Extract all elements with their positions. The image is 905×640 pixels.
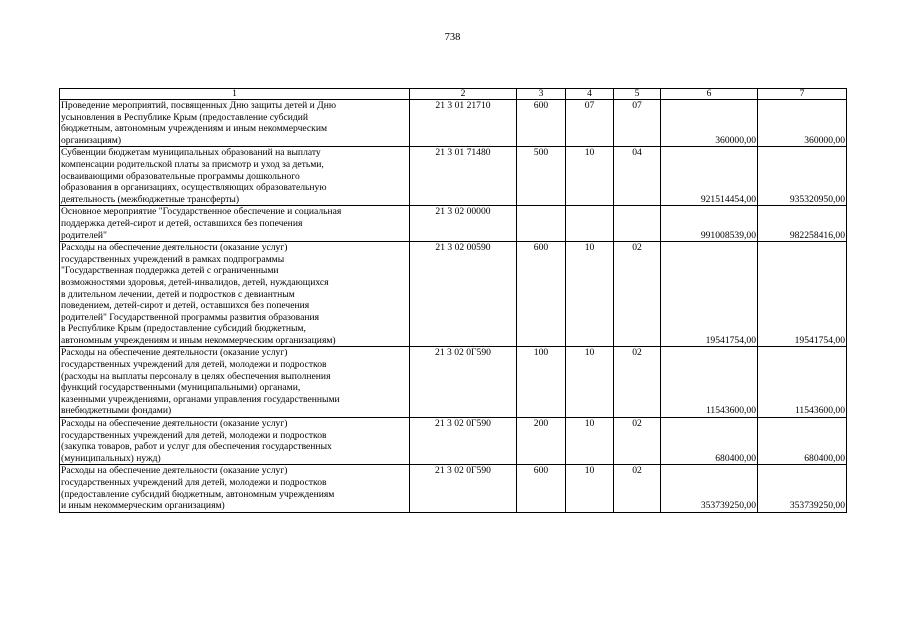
expense-name: Основное мероприятие "Государственное обеспечение и социальная поддержка детей-сирот и детей, оставшихся без попечения родителей" bbox=[60, 206, 410, 242]
amount-year-1: 19541754,00 bbox=[661, 242, 758, 347]
expense-name: Проведение мероприятий, посвященных Дню защиты детей и Дню усыновления в Республике Крым (предоставление субсидий бюджетным, автономным учреждениям и иным некоммерческим организациям) bbox=[60, 100, 410, 147]
amount-year-1: 680400,00 bbox=[661, 418, 758, 465]
section-code: 10 bbox=[566, 242, 614, 347]
expense-type-code: 100 bbox=[517, 347, 566, 418]
amount-year-2: 360000,00 bbox=[758, 100, 847, 147]
subsection-code: 02 bbox=[614, 242, 661, 347]
expense-name: Субвенции бюджетам муниципальных образований на выплату компенсации родительской платы за присмотр и уход за детьми, осваивающими образовательные программы дошкольного образования в организациях, осуществляющих образовательную деятельность (межбюджетные трансферты) bbox=[60, 147, 410, 206]
amount-year-2: 353739250,00 bbox=[758, 465, 847, 512]
amount-year-1: 921514454,00 bbox=[661, 147, 758, 206]
target-code: 21 3 02 0Г590 bbox=[410, 347, 517, 418]
subsection-code: 07 bbox=[614, 100, 661, 147]
target-code: 21 3 02 00000 bbox=[410, 206, 517, 242]
amount-year-2: 935320950,00 bbox=[758, 147, 847, 206]
table-row bbox=[60, 347, 847, 418]
target-code: 21 3 01 71480 bbox=[410, 147, 517, 206]
table-row bbox=[60, 418, 847, 465]
table-row bbox=[60, 147, 847, 206]
amount-year-2: 680400,00 bbox=[758, 418, 847, 465]
amount-year-1: 11543600,00 bbox=[661, 347, 758, 418]
expense-name: Расходы на обеспечение деятельности (оказание услуг) государственных учреждений для детей, молодежи и подростков (предоставление субсидий бюджетным, автономным учреждениям и иным некоммерческим организациям) bbox=[60, 465, 410, 512]
target-code: 21 3 02 00590 bbox=[410, 242, 517, 347]
expense-type-code: 500 bbox=[517, 147, 566, 206]
target-code: 21 3 02 0Г590 bbox=[410, 418, 517, 465]
expense-name: Расходы на обеспечение деятельности (оказание услуг) государственных учреждений для детей, молодежи и подростков (расходы на выплаты персоналу в целях обеспечения выполнения функций государственными (муниципальными) органами, казенными учреждениями, органами управления государственными внебюджетными фондами) bbox=[60, 347, 410, 418]
amount-year-1: 353739250,00 bbox=[661, 465, 758, 512]
column-header: 1 bbox=[60, 89, 410, 100]
target-code: 21 3 02 0Г590 bbox=[410, 465, 517, 512]
expense-type-code: 600 bbox=[517, 100, 566, 147]
amount-year-2: 19541754,00 bbox=[758, 242, 847, 347]
section-code: 07 bbox=[566, 100, 614, 147]
expense-type-code: 600 bbox=[517, 465, 566, 512]
subsection-code: 02 bbox=[614, 347, 661, 418]
amount-year-2: 11543600,00 bbox=[758, 347, 847, 418]
expense-type-code bbox=[517, 206, 566, 242]
subsection-code: 02 bbox=[614, 465, 661, 512]
table-row bbox=[60, 206, 847, 242]
table-row bbox=[60, 465, 847, 512]
expense-name: Расходы на обеспечение деятельности (оказание услуг) государственных учреждений для детей, молодежи и подростков (закупка товаров, работ и услуг для обеспечения государственных (муниципальных) нужд) bbox=[60, 418, 410, 465]
subsection-code bbox=[614, 206, 661, 242]
column-header: 7 bbox=[758, 89, 847, 100]
expense-type-code: 200 bbox=[517, 418, 566, 465]
page-number: 738 bbox=[444, 32, 461, 43]
column-header: 4 bbox=[566, 89, 614, 100]
budget-table bbox=[59, 88, 847, 513]
expense-name: Расходы на обеспечение деятельности (оказание услуг) государственных учреждений в рамках подпрограммы "Государственная поддержка детей с ограниченными возможностями здоровья, детей-инвалидов, детей, нуждающихся в длительном лечении, детей и подростков с девиантным поведением, детей-сирот и детей, оставшихся без попечения родителей" Государственной программы развития образования в Республике Крым (предоставление субсидий бюджетным, автономным учреждениям и иным некоммерческим организациям) bbox=[60, 242, 410, 347]
expense-type-code: 600 bbox=[517, 242, 566, 347]
section-code: 10 bbox=[566, 465, 614, 512]
amount-year-1: 991008539,00 bbox=[661, 206, 758, 242]
column-header: 6 bbox=[661, 89, 758, 100]
subsection-code: 02 bbox=[614, 418, 661, 465]
table-row bbox=[60, 100, 847, 147]
column-header: 2 bbox=[410, 89, 517, 100]
subsection-code: 04 bbox=[614, 147, 661, 206]
section-code bbox=[566, 206, 614, 242]
column-header: 5 bbox=[614, 89, 661, 100]
section-code: 10 bbox=[566, 147, 614, 206]
section-code: 10 bbox=[566, 347, 614, 418]
amount-year-1: 360000,00 bbox=[661, 100, 758, 147]
header-row bbox=[60, 89, 847, 100]
target-code: 21 3 01 21710 bbox=[410, 100, 517, 147]
table-row bbox=[60, 242, 847, 347]
amount-year-2: 982258416,00 bbox=[758, 206, 847, 242]
section-code: 10 bbox=[566, 418, 614, 465]
column-header: 3 bbox=[517, 89, 566, 100]
